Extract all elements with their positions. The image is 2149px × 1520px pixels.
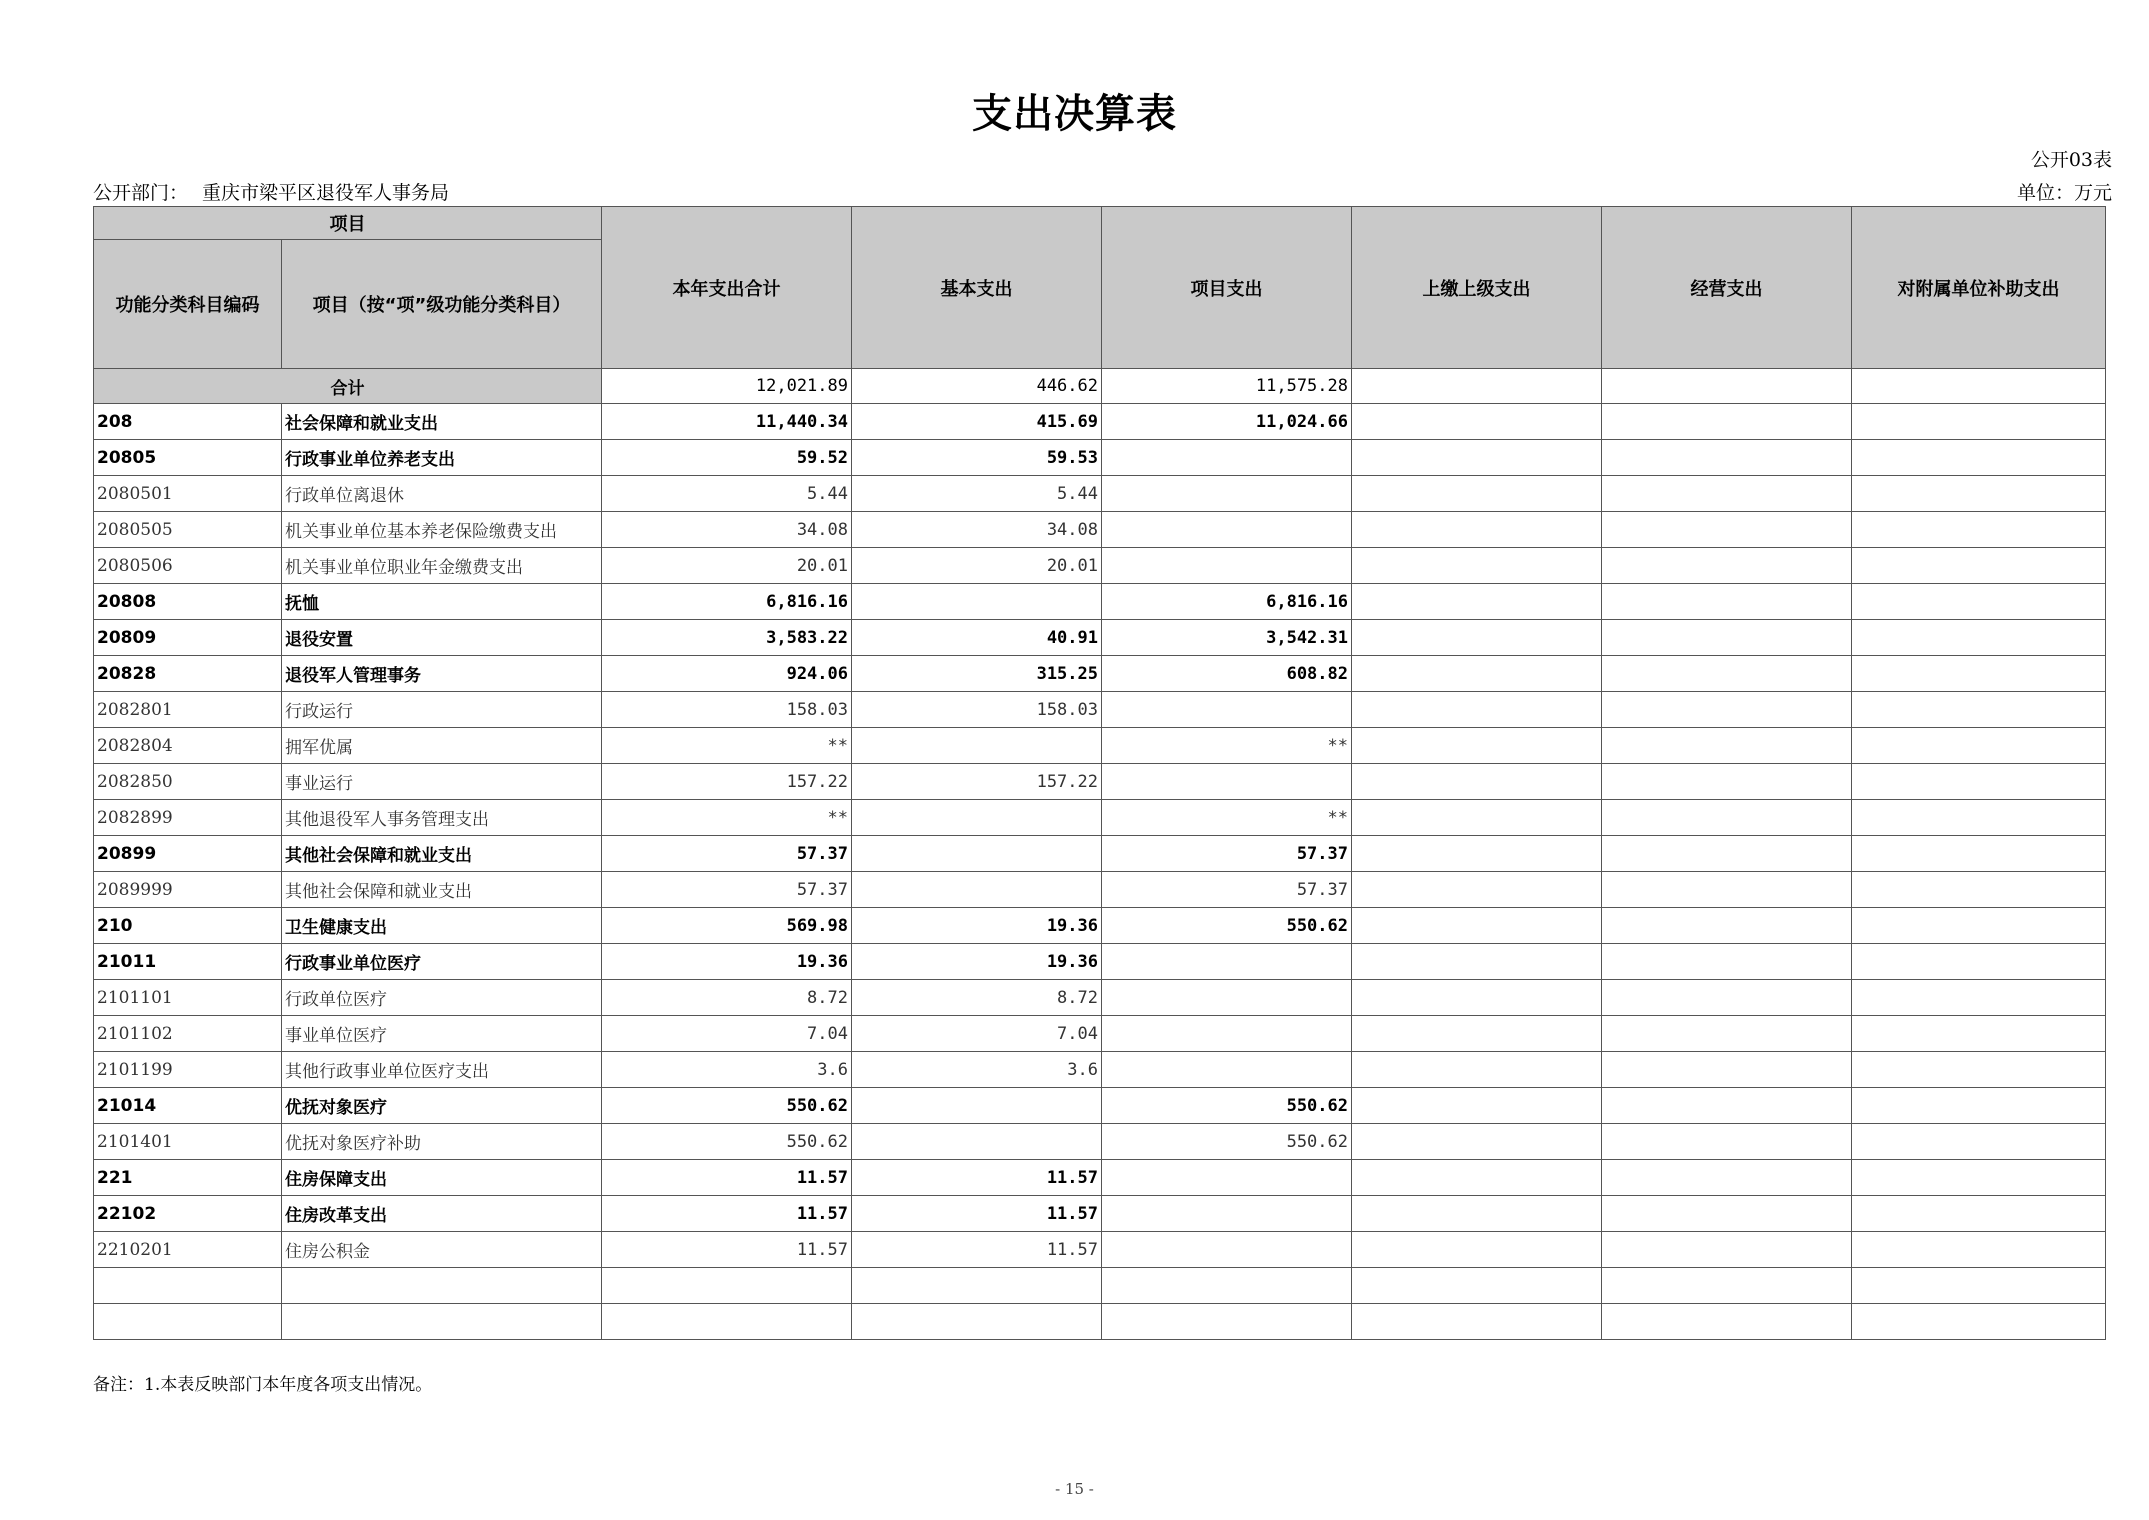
table-row: [94, 692, 2106, 728]
row-code: 2089999: [94, 872, 282, 908]
row-upper: [1352, 980, 1602, 1016]
page-number: - 15 -: [1055, 1480, 1094, 1498]
row-subsidy: [1852, 764, 2106, 800]
total-subsidy: [1852, 369, 2106, 404]
row-name: 事业运行: [282, 764, 602, 800]
row-business: [1602, 1268, 1852, 1304]
row-code: 2082801: [94, 692, 282, 728]
row-basic: 34.08: [852, 512, 1102, 548]
row-business: [1602, 1160, 1852, 1196]
row-code: 20805: [94, 440, 282, 476]
header-total: 本年支出合计: [602, 207, 852, 369]
row-subsidy: [1852, 1016, 2106, 1052]
row-total: 5.44: [602, 476, 852, 512]
row-subsidy: [1852, 1052, 2106, 1088]
row-upper: [1352, 800, 1602, 836]
row-name: 行政事业单位医疗: [282, 944, 602, 980]
row-code: 20809: [94, 620, 282, 656]
row-code: 21014: [94, 1088, 282, 1124]
row-upper: [1352, 440, 1602, 476]
row-total: [602, 1304, 852, 1340]
row-total: [602, 1268, 852, 1304]
row-upper: [1352, 1052, 1602, 1088]
table-row: [94, 1052, 2106, 1088]
row-upper: [1352, 1160, 1602, 1196]
row-total: 8.72: [602, 980, 852, 1016]
row-subsidy: [1852, 1304, 2106, 1340]
row-code: 2210201: [94, 1232, 282, 1268]
row-upper: [1352, 1268, 1602, 1304]
row-code: 21011: [94, 944, 282, 980]
row-name: 其他行政事业单位医疗支出: [282, 1052, 602, 1088]
row-name: 行政事业单位养老支出: [282, 440, 602, 476]
total-project: 11,575.28: [1102, 369, 1352, 404]
row-name: 机关事业单位基本养老保险缴费支出: [282, 512, 602, 548]
total-row: [94, 369, 2106, 404]
row-total: 550.62: [602, 1088, 852, 1124]
row-subsidy: [1852, 692, 2106, 728]
row-code: 2101101: [94, 980, 282, 1016]
row-total: 11,440.34: [602, 404, 852, 440]
row-project: 550.62: [1102, 1088, 1352, 1124]
row-name: 行政运行: [282, 692, 602, 728]
header-project: 项目: [94, 207, 602, 240]
row-name: 其他社会保障和就业支出: [282, 836, 602, 872]
row-upper: [1352, 1016, 1602, 1052]
row-total: 57.37: [602, 836, 852, 872]
row-upper: [1352, 692, 1602, 728]
row-business: [1602, 548, 1852, 584]
row-business: [1602, 1088, 1852, 1124]
row-basic: [852, 836, 1102, 872]
header-subsidy: 对附属单位补助支出: [1852, 207, 2106, 369]
row-project: 57.37: [1102, 836, 1352, 872]
row-business: [1602, 440, 1852, 476]
row-total: **: [602, 728, 852, 764]
header-basic: 基本支出: [852, 207, 1102, 369]
table-row: [94, 548, 2106, 584]
row-business: [1602, 1304, 1852, 1340]
row-total: 924.06: [602, 656, 852, 692]
row-project: [1102, 1232, 1352, 1268]
row-project: [1102, 764, 1352, 800]
row-upper: [1352, 1196, 1602, 1232]
row-basic: 8.72: [852, 980, 1102, 1016]
page-title: 支出决算表: [972, 90, 1177, 137]
row-basic: 11.57: [852, 1232, 1102, 1268]
row-business: [1602, 620, 1852, 656]
row-business: [1602, 1124, 1852, 1160]
row-upper: [1352, 1232, 1602, 1268]
row-name: 住房公积金: [282, 1232, 602, 1268]
row-total: 19.36: [602, 944, 852, 980]
row-subsidy: [1852, 1196, 2106, 1232]
row-business: [1602, 836, 1852, 872]
row-name: 社会保障和就业支出: [282, 404, 602, 440]
row-business: [1602, 692, 1852, 728]
row-subsidy: [1852, 404, 2106, 440]
row-code: [94, 1304, 282, 1340]
row-project: [1102, 1268, 1352, 1304]
row-subsidy: [1852, 584, 2106, 620]
row-basic: 158.03: [852, 692, 1102, 728]
total-label: 合计: [94, 369, 602, 404]
row-code: 208: [94, 404, 282, 440]
row-subsidy: [1852, 908, 2106, 944]
row-name: [282, 1304, 602, 1340]
row-name: 退役军人管理事务: [282, 656, 602, 692]
row-subsidy: [1852, 1088, 2106, 1124]
table-row: [94, 656, 2106, 692]
row-total: 569.98: [602, 908, 852, 944]
row-upper: [1352, 512, 1602, 548]
row-total: 11.57: [602, 1196, 852, 1232]
table-row: [94, 1088, 2106, 1124]
row-subsidy: [1852, 512, 2106, 548]
row-project: [1102, 1196, 1352, 1232]
row-basic: [852, 1124, 1102, 1160]
row-business: [1602, 764, 1852, 800]
row-total: 59.52: [602, 440, 852, 476]
row-code: 2080501: [94, 476, 282, 512]
row-business: [1602, 1016, 1852, 1052]
row-upper: [1352, 404, 1602, 440]
row-name: 住房改革支出: [282, 1196, 602, 1232]
row-name: 优抚对象医疗补助: [282, 1124, 602, 1160]
row-business: [1602, 872, 1852, 908]
header-name: 项目（按“项”级功能分类科目）: [282, 240, 602, 369]
row-project: [1102, 548, 1352, 584]
row-upper: [1352, 728, 1602, 764]
table-row: [94, 476, 2106, 512]
row-code: 2101401: [94, 1124, 282, 1160]
row-subsidy: [1852, 800, 2106, 836]
table-row: [94, 980, 2106, 1016]
table-row: [94, 1160, 2106, 1196]
table-row: [94, 944, 2106, 980]
row-project: [1102, 440, 1352, 476]
row-basic: 3.6: [852, 1052, 1102, 1088]
table-row: [94, 764, 2106, 800]
row-code: 2101199: [94, 1052, 282, 1088]
row-project: 550.62: [1102, 908, 1352, 944]
row-name: 事业单位医疗: [282, 1016, 602, 1052]
row-upper: [1352, 872, 1602, 908]
row-basic: [852, 584, 1102, 620]
row-business: [1602, 908, 1852, 944]
row-subsidy: [1852, 440, 2106, 476]
row-total: 3.6: [602, 1052, 852, 1088]
row-business: [1602, 980, 1852, 1016]
row-name: 退役安置: [282, 620, 602, 656]
row-subsidy: [1852, 944, 2106, 980]
row-business: [1602, 404, 1852, 440]
table-row: [94, 836, 2106, 872]
expenditure-table: [93, 206, 2106, 1340]
row-total: 7.04: [602, 1016, 852, 1052]
row-subsidy: [1852, 656, 2106, 692]
total-upper: [1352, 369, 1602, 404]
row-subsidy: [1852, 1124, 2106, 1160]
table-row: [94, 1232, 2106, 1268]
department-label: 公开部门：: [93, 182, 189, 204]
row-basic: [852, 728, 1102, 764]
row-upper: [1352, 620, 1602, 656]
table-row: [94, 872, 2106, 908]
row-subsidy: [1852, 872, 2106, 908]
row-code: 221: [94, 1160, 282, 1196]
row-basic: 59.53: [852, 440, 1102, 476]
table-row: [94, 1304, 2106, 1340]
row-upper: [1352, 836, 1602, 872]
total-business: [1602, 369, 1852, 404]
row-basic: [852, 1088, 1102, 1124]
row-code: 2101102: [94, 1016, 282, 1052]
row-basic: 315.25: [852, 656, 1102, 692]
row-project: 3,542.31: [1102, 620, 1352, 656]
department-line: [93, 178, 449, 205]
table-row: [94, 440, 2106, 476]
row-name: 行政单位医疗: [282, 980, 602, 1016]
row-business: [1602, 476, 1852, 512]
row-subsidy: [1852, 620, 2106, 656]
row-name: 优抚对象医疗: [282, 1088, 602, 1124]
row-business: [1602, 1232, 1852, 1268]
row-project: [1102, 512, 1352, 548]
header-project-expenditure: 项目支出: [1102, 207, 1352, 369]
row-project: 6,816.16: [1102, 584, 1352, 620]
row-name: 其他退役军人事务管理支出: [282, 800, 602, 836]
row-subsidy: [1852, 980, 2106, 1016]
row-code: 2080505: [94, 512, 282, 548]
row-code: 20828: [94, 656, 282, 692]
header-business: 经营支出: [1602, 207, 1852, 369]
row-basic: [852, 872, 1102, 908]
table-row: [94, 620, 2106, 656]
row-upper: [1352, 1088, 1602, 1124]
row-subsidy: [1852, 836, 2106, 872]
row-project: [1102, 980, 1352, 1016]
row-subsidy: [1852, 728, 2106, 764]
table-row: [94, 584, 2106, 620]
row-code: 210: [94, 908, 282, 944]
row-basic: 19.36: [852, 944, 1102, 980]
table-row: [94, 908, 2106, 944]
row-basic: [852, 1304, 1102, 1340]
header-code: 功能分类科目编码: [94, 240, 282, 369]
row-project: [1102, 1304, 1352, 1340]
table-row: [94, 1016, 2106, 1052]
table-row: [94, 1268, 2106, 1304]
table-row: [94, 1196, 2106, 1232]
row-upper: [1352, 764, 1602, 800]
row-total: 6,816.16: [602, 584, 852, 620]
row-basic: 40.91: [852, 620, 1102, 656]
table-row: [94, 1124, 2106, 1160]
unit-label: 单位：万元: [2016, 182, 2112, 204]
row-basic: 5.44: [852, 476, 1102, 512]
row-business: [1602, 800, 1852, 836]
row-upper: [1352, 944, 1602, 980]
row-project: [1102, 692, 1352, 728]
row-code: 20899: [94, 836, 282, 872]
row-project: **: [1102, 728, 1352, 764]
row-code: 2082850: [94, 764, 282, 800]
row-subsidy: [1852, 548, 2106, 584]
row-project: 550.62: [1102, 1124, 1352, 1160]
row-upper: [1352, 1124, 1602, 1160]
row-total: 20.01: [602, 548, 852, 584]
row-name: 卫生健康支出: [282, 908, 602, 944]
row-name: 行政单位离退休: [282, 476, 602, 512]
row-basic: 19.36: [852, 908, 1102, 944]
row-basic: 415.69: [852, 404, 1102, 440]
row-total: 550.62: [602, 1124, 852, 1160]
row-code: 20808: [94, 584, 282, 620]
row-total: **: [602, 800, 852, 836]
row-basic: 20.01: [852, 548, 1102, 584]
row-code: 2080506: [94, 548, 282, 584]
row-basic: [852, 800, 1102, 836]
row-business: [1602, 1052, 1852, 1088]
row-project: 11,024.66: [1102, 404, 1352, 440]
row-name: 机关事业单位职业年金缴费支出: [282, 548, 602, 584]
row-basic: 157.22: [852, 764, 1102, 800]
row-project: [1102, 476, 1352, 512]
row-basic: [852, 1268, 1102, 1304]
row-code: 2082899: [94, 800, 282, 836]
row-business: [1602, 584, 1852, 620]
row-subsidy: [1852, 476, 2106, 512]
row-project: [1102, 1052, 1352, 1088]
row-project: [1102, 1160, 1352, 1196]
row-business: [1602, 728, 1852, 764]
row-subsidy: [1852, 1232, 2106, 1268]
row-upper: [1352, 908, 1602, 944]
row-business: [1602, 656, 1852, 692]
row-project: [1102, 1016, 1352, 1052]
row-total: 34.08: [602, 512, 852, 548]
row-total: 57.37: [602, 872, 852, 908]
row-name: 抚恤: [282, 584, 602, 620]
row-upper: [1352, 656, 1602, 692]
row-project: 57.37: [1102, 872, 1352, 908]
row-subsidy: [1852, 1160, 2106, 1196]
row-code: 2082804: [94, 728, 282, 764]
row-total: 11.57: [602, 1232, 852, 1268]
row-total: 11.57: [602, 1160, 852, 1196]
total-sum: 12,021.89: [602, 369, 852, 404]
row-name: 住房保障支出: [282, 1160, 602, 1196]
row-project: 608.82: [1102, 656, 1352, 692]
header-upper: 上缴上级支出: [1352, 207, 1602, 369]
table-row: [94, 800, 2106, 836]
table-row: [94, 404, 2106, 440]
row-upper: [1352, 584, 1602, 620]
row-name: [282, 1268, 602, 1304]
table-row: [94, 512, 2106, 548]
row-total: 3,583.22: [602, 620, 852, 656]
footnote: 备注：1.本表反映部门本年度各项支出情况。: [93, 1375, 433, 1395]
row-name: 拥军优属: [282, 728, 602, 764]
row-basic: 7.04: [852, 1016, 1102, 1052]
form-number: 公开03表: [2030, 149, 2112, 171]
row-business: [1602, 944, 1852, 980]
row-upper: [1352, 1304, 1602, 1340]
department-name: 重庆市梁平区退役军人事务局: [202, 182, 450, 204]
row-basic: 11.57: [852, 1160, 1102, 1196]
row-total: 157.22: [602, 764, 852, 800]
row-subsidy: [1852, 1268, 2106, 1304]
row-basic: 11.57: [852, 1196, 1102, 1232]
row-business: [1602, 1196, 1852, 1232]
row-upper: [1352, 476, 1602, 512]
table-row: [94, 728, 2106, 764]
row-code: 22102: [94, 1196, 282, 1232]
total-basic: 446.62: [852, 369, 1102, 404]
row-code: [94, 1268, 282, 1304]
row-upper: [1352, 548, 1602, 584]
row-total: 158.03: [602, 692, 852, 728]
row-project: [1102, 944, 1352, 980]
row-project: **: [1102, 800, 1352, 836]
row-business: [1602, 512, 1852, 548]
row-name: 其他社会保障和就业支出: [282, 872, 602, 908]
